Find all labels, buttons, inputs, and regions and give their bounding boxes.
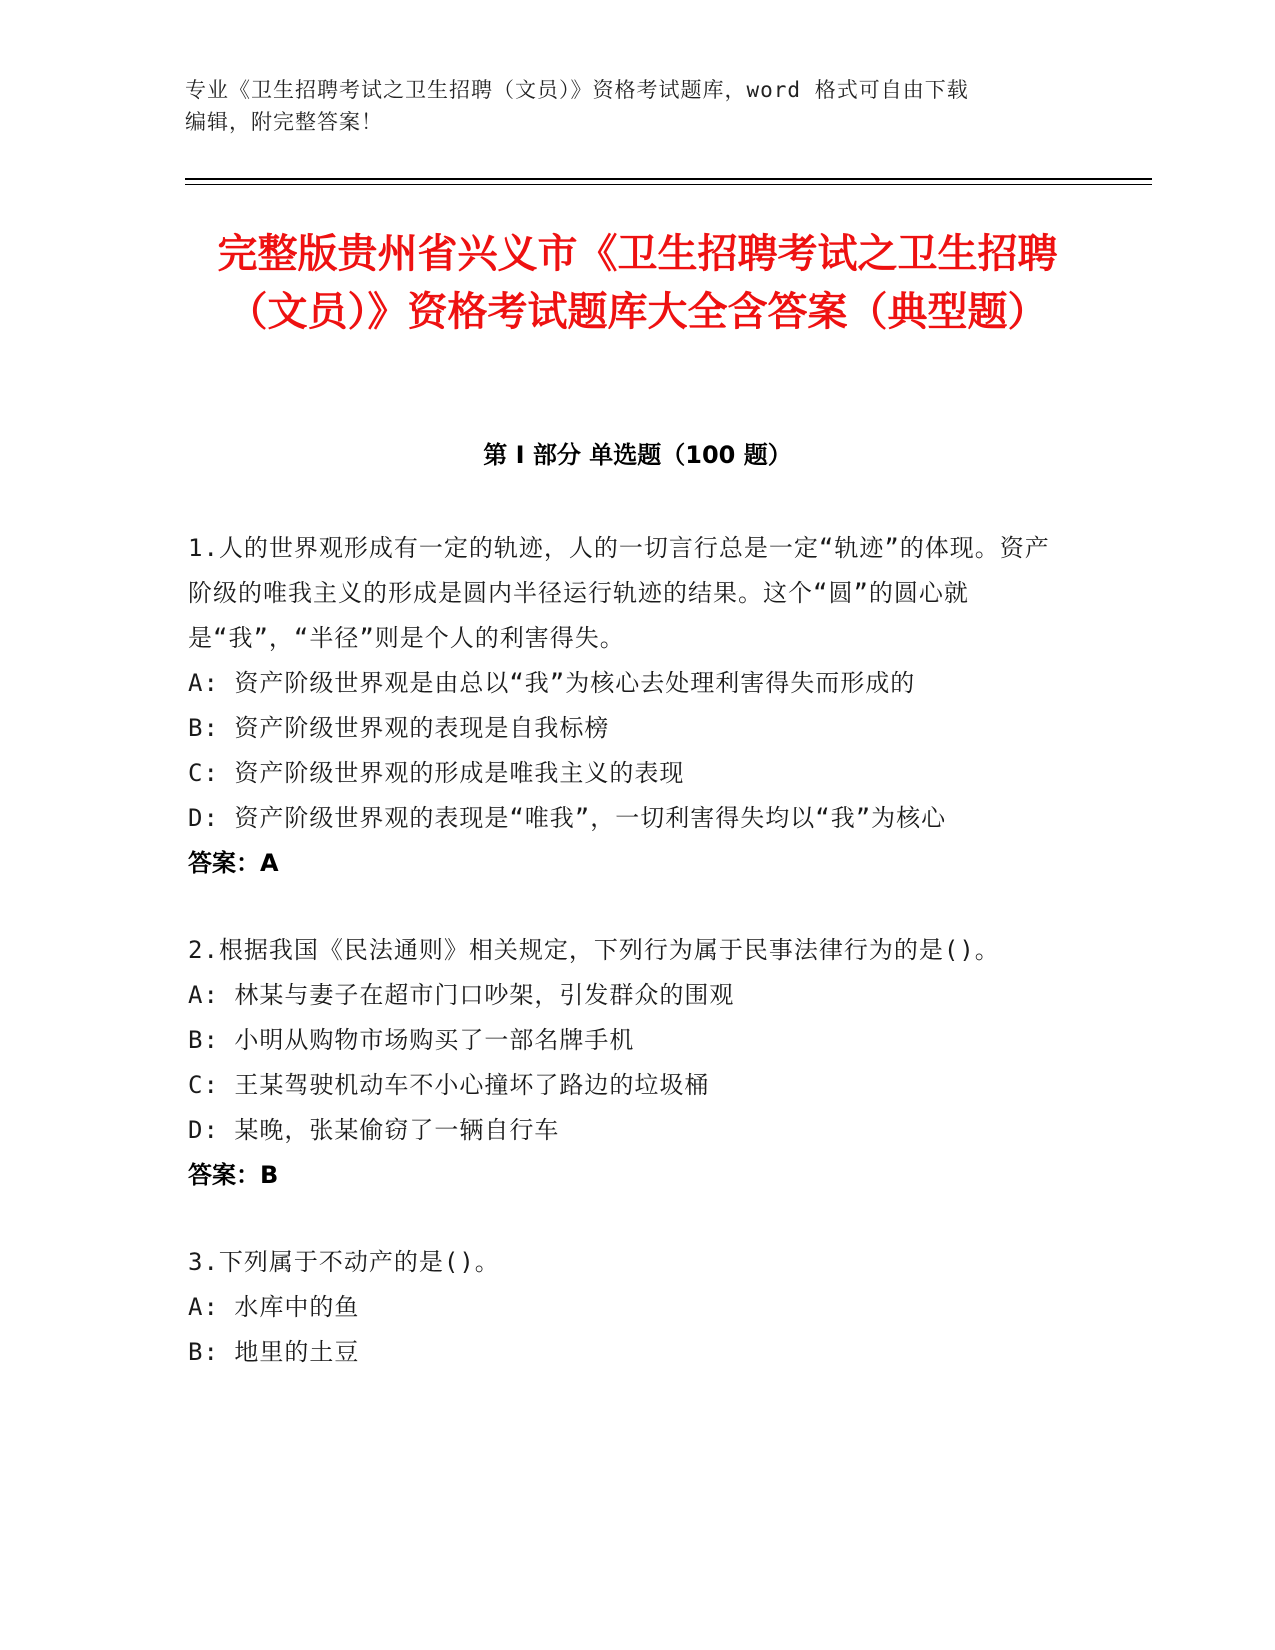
header-note xyxy=(185,74,1065,138)
header-note-line-1: 专业《卫生招聘考试之卫生招聘（文员）》资格考试题库，word 格式可自由下载 xyxy=(185,78,969,102)
section-heading: 第 I 部分 单选题（100 题） xyxy=(483,441,792,469)
question-list xyxy=(188,526,1068,1417)
question-3 xyxy=(188,1240,1068,1375)
question-2 xyxy=(188,928,1068,1198)
question-1 xyxy=(188,526,1068,886)
option-b: B: 小明从购物市场购买了一部名牌手机 xyxy=(188,1026,635,1054)
option-c: C: 资产阶级世界观的形成是唯我主义的表现 xyxy=(188,759,685,787)
option-b: B: 地里的土豆 xyxy=(188,1338,360,1366)
question-stem: 3.下列属于不动产的是()。 xyxy=(188,1248,500,1276)
document-title: 完整版贵州省兴义市《卫生招聘考试之卫生招聘（文员）》资格考试题库大全含答案（典型题） xyxy=(217,231,1058,335)
option-c: C: 王某驾驶机动车不小心撞坏了路边的垃圾桶 xyxy=(188,1071,710,1099)
question-stem: 2.根据我国《民法通则》相关规定，下列行为属于民事法律行为的是()。 xyxy=(188,936,1000,964)
option-d: D: 某晚，张某偷窃了一辆自行车 xyxy=(188,1116,560,1144)
answer-label: 答案：B xyxy=(188,1161,279,1189)
header-rule-thin xyxy=(185,184,1152,185)
option-d: D: 资产阶级世界观的表现是“唯我”，一切利害得失均以“我”为核心 xyxy=(188,804,947,832)
option-b: B: 资产阶级世界观的表现是自我标榜 xyxy=(188,714,610,742)
header-rule-thick xyxy=(185,178,1152,180)
option-a: A: 资产阶级世界观是由总以“我”为核心去处理利害得失而形成的 xyxy=(188,669,916,697)
option-a: A: 林某与妻子在超市门口吵架，引发群众的围观 xyxy=(188,981,735,1009)
question-stem: 1.人的世界观形成有一定的轨迹，人的一切言行总是一定“轨迹”的体现。资产阶级的唯我主义的形成是圆内半径运行轨迹的结果。这个“圆”的圆心就是“我”，“半径”则是个人的利害得失。 xyxy=(188,534,1050,652)
header-note-line-2: 编辑，附完整答案！ xyxy=(185,110,383,134)
option-a: A: 水库中的鱼 xyxy=(188,1293,360,1321)
answer-label: 答案：A xyxy=(188,849,279,877)
